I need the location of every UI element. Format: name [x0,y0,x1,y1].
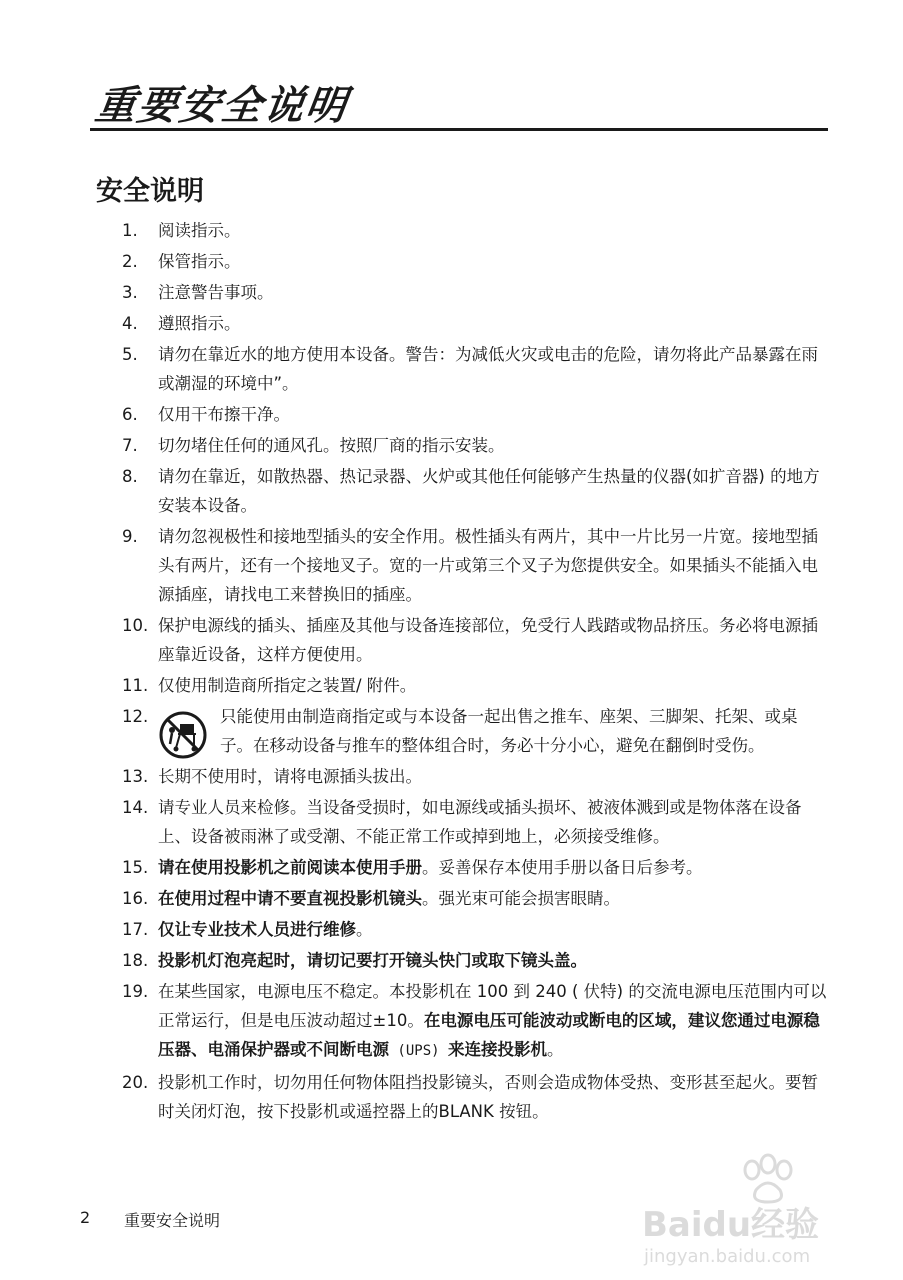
list-item [122,853,828,882]
item-text: 保管指示。 [158,252,241,271]
item-text: 。 [356,920,373,939]
list-item [122,977,828,1066]
item-text: 请勿忽视极性和接地型插头的安全作用。极性插头有两片，其中一片比另一片宽。接地型插头有两片，还有一个接地叉子。宽的一片或第三个叉子为您提供安全。如果插头不能插入电源插座，请找电工来替换旧的插座。 [158,527,818,604]
list-item [122,671,828,700]
list-item [122,309,828,338]
item-number: 18. [122,951,149,970]
item-text: 长期不使用时，请将电源插头拔出。 [158,767,422,786]
item-number: 4. [122,314,138,333]
item-content [158,977,828,1066]
item-tail: 。 [547,1040,564,1059]
item-number: 9. [122,527,138,546]
item-content [158,702,828,760]
item-number: 12. [122,707,149,726]
page-number: 2 [80,1208,91,1227]
item-text: 。 [570,951,587,970]
list-item [122,611,828,669]
list-item [122,793,828,851]
item-text: 只能使用由制造商指定或与本设备一起出售之推车、座架、三脚架、托架、或桌子。在移动设备与推车的整体组合时，务必十分小心，避免在翻倒时受伤。 [220,707,798,755]
item-number: 20. [122,1073,149,1092]
cart-warning-icon [158,710,208,760]
item-number: 8. [122,467,138,486]
item-text: 。妥善保存本使用手册以备日后参考。 [422,858,703,877]
baidu-watermark [640,1150,840,1270]
item-number: 7. [122,436,138,455]
list-item [122,278,828,307]
list-item [122,522,828,609]
list-item [122,340,828,398]
item-text: 在某些国家，电源电压不稳定。本投影机在 100 到 240 ( 伏特) 的交流电源电压范围内可以正常运行，但是电压波动超过±10。 [158,982,827,1030]
item-number: 1. [122,221,138,240]
item-text: 阅读指示。 [158,221,241,240]
section-heading: 安全说明 [96,176,204,207]
item-text: 请勿在靠近，如散热器、热记录器、火炉或其他任何能够产生热量的仪器(如扩音器) 的地方安装本设备。 [158,467,820,515]
item-text: 遵照指示。 [158,314,241,333]
list-item [122,1068,828,1126]
item-text: 仅使用制造商所指定之装置/ 附件。 [158,676,417,695]
list-item [122,946,828,975]
list-item [122,884,828,913]
item-number: 15. [122,858,149,877]
watermark-url: jingyan.baidu.com [644,1246,811,1267]
item-bold-text: 在电源电压可能波动或断电的区域，建议您通过电源稳压器、电涌保护器或不间断电源 [158,1011,820,1059]
list-item [122,400,828,429]
item-bold-text: 仅让专业技术人员进行维修 [158,920,356,939]
list-item [122,915,828,944]
item-number: 6. [122,405,138,424]
footer-title: 重要安全说明 [124,1211,221,1230]
item-number: 2. [122,252,138,271]
list-item [122,762,828,791]
list-item [122,247,828,276]
item-bold-text-2: 来连接投影机 [448,1040,548,1059]
item-number: 14. [122,798,149,817]
item-number: 10. [122,616,149,635]
item-text: 请专业人员来检修。当设备受损时，如电源线或插头损坏、被液体溅到或是物体落在设备上、设备被雨淋了或受潮、不能正常工作或掉到地上，必须接受维修。 [158,798,802,846]
item-number: 5. [122,345,138,364]
item-number: 13. [122,767,149,786]
item-text: 投影机工作时，切勿用任何物体阻挡投影镜头，否则会造成物体受热、变形甚至起火。要暂时关闭灯泡，按下投影机或遥控器上的BLANK 按钮。 [158,1073,818,1121]
title-divider [90,128,828,131]
item-content [158,884,828,913]
item-text: 请勿在靠近水的地方使用本设备。警告：为减低火灾或电击的危险，请勿将此产品暴露在雨或潮湿的环境中”。 [158,345,818,393]
item-content [158,915,828,944]
item-number: 11. [122,676,149,695]
item-bold-text: 在使用过程中请不要直视投影机镜头 [158,889,422,908]
item-text: 。强光束可能会损害眼睛。 [422,889,620,908]
page-title: 重要安全说明 [92,83,351,129]
item-text: 切勿堵住任何的通风孔。按照厂商的指示安装。 [158,436,505,455]
list-item [122,431,828,460]
item-number: 19. [122,982,149,1001]
item-number: 16. [122,889,149,908]
watermark-brand: Baidu经验 [642,1205,820,1245]
item-bold-text: 投影机灯泡亮起时，请切记要打开镜头快门或取下镜头盖 [158,951,571,970]
item-text: 仅用干布擦干净。 [158,405,290,424]
list-item [122,702,828,760]
item-text: 保护电源线的插头、插座及其他与设备连接部位，免受行人践踏或物品挤压。务必将电源插座靠近设备，这样方便使用。 [158,616,818,664]
item-text: 注意警告事项。 [158,283,274,302]
item-number: 17. [122,920,149,939]
safety-instructions-list [122,216,828,1128]
ups-label: (UPS) [389,1043,449,1059]
item-content [158,853,828,882]
item-bold-text: 请在使用投影机之前阅读本使用手册 [158,858,422,877]
item-number: 3. [122,283,138,302]
list-item [122,462,828,520]
item-content [158,946,828,975]
list-item [122,216,828,245]
